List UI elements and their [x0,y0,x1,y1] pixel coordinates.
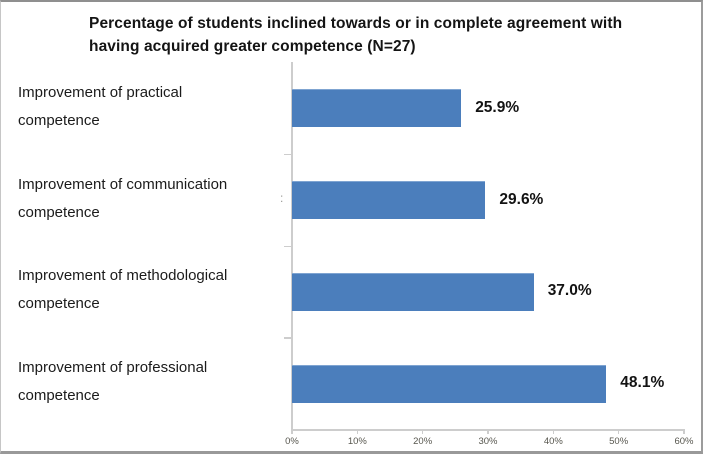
category-label-line: competence [18,387,100,405]
category-label-line: Improvement of practical [18,83,183,101]
bar [292,181,485,219]
category-axis-tick [284,154,292,156]
data-label: 29.6% [499,190,544,208]
value-axis-tick-label: 0% [285,436,299,447]
category-label [18,262,276,318]
category-label [18,354,276,410]
value-axis-tick [487,429,489,434]
category-label-line: competence [18,203,100,221]
category-label-line: competence [18,111,100,129]
value-axis-tick-label: 30% [478,436,498,447]
data-label: 37.0% [547,282,592,300]
plot-area [1,2,703,454]
category-label [18,171,276,227]
value-axis-tick [357,429,359,434]
value-axis-tick-label: 60% [674,436,694,447]
data-label: 25.9% [475,98,520,116]
category-axis-tick [284,337,292,339]
chart-title-line-2: having acquired greater competence (N=27) [89,38,416,55]
value-axis-tick [291,429,293,434]
data-label: 48.1% [620,374,665,392]
value-axis-tick-label: 20% [413,436,433,447]
category-label-line: Improvement of communication [18,175,228,193]
bar [292,365,606,403]
value-axis-tick-label: 50% [609,436,629,447]
chart-title-line-1: Percentage of students inclined towards or in complete agreement with [89,15,623,32]
value-axis-tick-label: 10% [347,436,367,447]
value-axis-tick [618,429,620,434]
bar [292,273,534,311]
category-label-line: competence [18,295,100,313]
category-label [18,79,276,135]
category-label-line: Improvement of methodological [18,267,228,285]
category-axis-tick [284,246,292,248]
value-axis-tick [553,429,555,434]
bar [292,89,461,127]
category-label-line: Improvement of professional [18,359,208,377]
value-axis-tick [683,429,685,434]
scan-artifact: : [280,191,284,205]
value-axis-tick [422,429,424,434]
value-axis-tick-label: 40% [543,436,563,447]
